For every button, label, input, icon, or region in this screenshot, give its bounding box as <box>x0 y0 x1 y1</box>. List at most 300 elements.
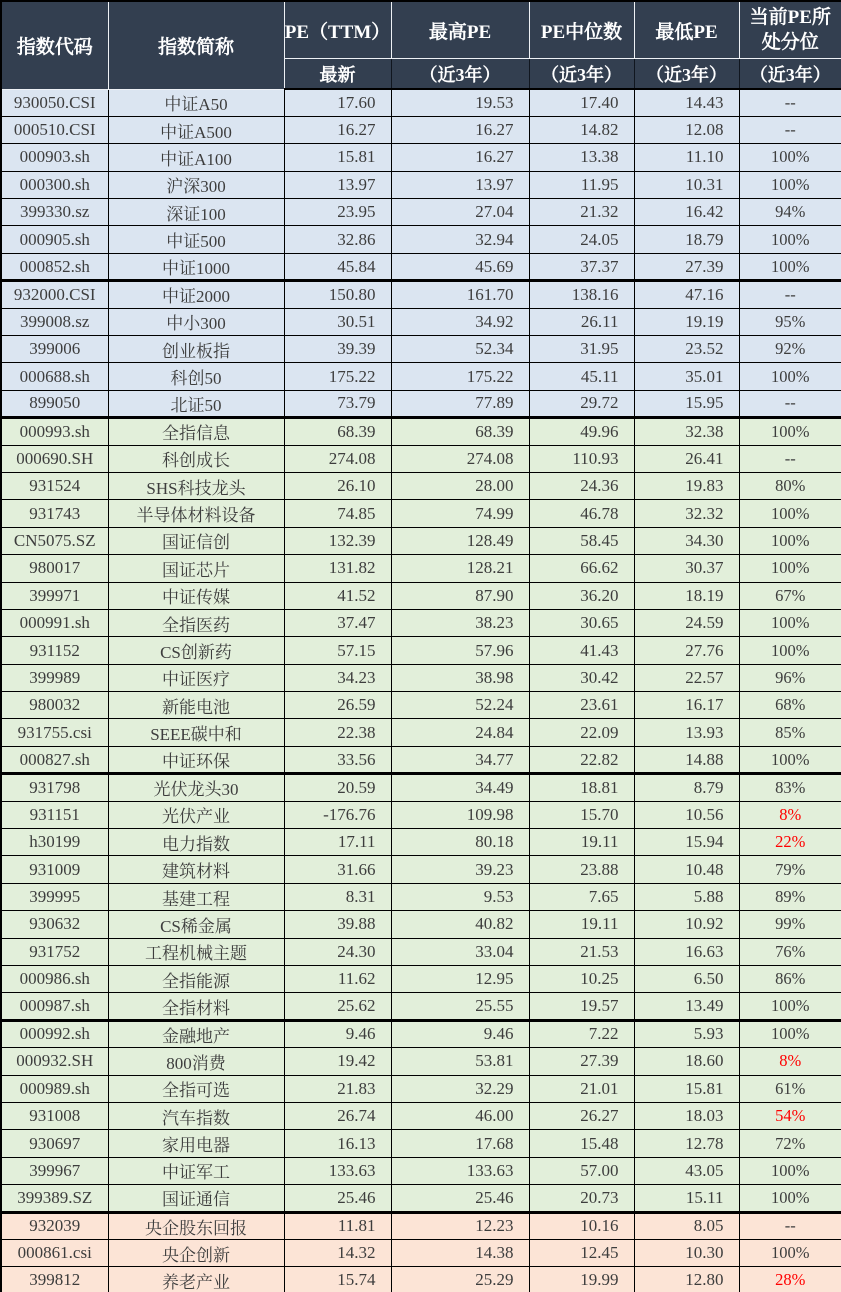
pe-ttm-cell: 274.08 <box>284 445 391 472</box>
median-pe-cell: 21.32 <box>529 199 634 226</box>
pe-ttm-cell: 11.62 <box>284 966 391 993</box>
pe-ttm-cell: 39.39 <box>284 336 391 363</box>
percentile-cell: 22% <box>739 829 841 856</box>
percentile-cell: -- <box>739 89 841 116</box>
percentile-cell: 100% <box>739 609 841 636</box>
max-pe-cell: 33.04 <box>391 938 529 965</box>
percentile-cell: 100% <box>739 637 841 664</box>
index-code-cell: 399989 <box>1 664 108 691</box>
table-row <box>1 336 841 363</box>
max-pe-cell: 53.81 <box>391 1048 529 1075</box>
percentile-cell: 100% <box>739 418 841 445</box>
max-pe-cell: 39.23 <box>391 856 529 883</box>
pe-ttm-cell: 11.81 <box>284 1212 391 1239</box>
pe-ttm-cell: 57.15 <box>284 637 391 664</box>
table-row <box>1 445 841 472</box>
median-pe-cell: 110.93 <box>529 445 634 472</box>
index-name-cell: 创业板指 <box>108 336 284 363</box>
max-pe-cell: 77.89 <box>391 390 529 417</box>
max-pe-cell: 38.98 <box>391 664 529 691</box>
index-name-cell: 汽车指数 <box>108 1102 284 1129</box>
pe-ttm-cell: 26.59 <box>284 692 391 719</box>
table-row <box>1 308 841 335</box>
index-code-cell: 000510.CSI <box>1 116 108 143</box>
percentile-cell: -- <box>739 445 841 472</box>
min-pe-cell: 32.38 <box>634 418 739 445</box>
index-code-cell: 000986.sh <box>1 966 108 993</box>
index-name-cell: 基建工程 <box>108 883 284 910</box>
table-row <box>1 1020 841 1047</box>
index-code-cell: 000688.sh <box>1 363 108 390</box>
index-code-cell: 399330.sz <box>1 199 108 226</box>
max-pe-cell: 25.29 <box>391 1267 529 1292</box>
index-code-cell: 980032 <box>1 692 108 719</box>
median-pe-cell: 66.62 <box>529 555 634 582</box>
min-pe-cell: 23.52 <box>634 336 739 363</box>
table-row <box>1 555 841 582</box>
pe-ttm-cell: 16.13 <box>284 1130 391 1157</box>
pe-ttm-cell: 19.42 <box>284 1048 391 1075</box>
percentile-cell: 100% <box>739 1157 841 1184</box>
pe-ttm-cell: 16.27 <box>284 116 391 143</box>
pe-ttm-cell: 41.52 <box>284 582 391 609</box>
min-pe-cell: 12.08 <box>634 116 739 143</box>
max-pe-cell: 25.46 <box>391 1185 529 1212</box>
index-code-cell: 399812 <box>1 1267 108 1292</box>
percentile-cell: 8% <box>739 1048 841 1075</box>
min-pe-cell: 16.63 <box>634 938 739 965</box>
index-code-cell: 930050.CSI <box>1 89 108 116</box>
max-pe-cell: 128.21 <box>391 555 529 582</box>
index-name-cell: 光伏龙头30 <box>108 774 284 801</box>
max-pe-cell: 34.92 <box>391 308 529 335</box>
index-code-cell: 930632 <box>1 911 108 938</box>
min-pe-cell: 34.30 <box>634 527 739 554</box>
percentile-cell: 80% <box>739 472 841 499</box>
table-body <box>1 89 841 1292</box>
pe-ttm-cell: 9.46 <box>284 1020 391 1047</box>
index-code-cell: 399389.SZ <box>1 1185 108 1212</box>
max-pe-cell: 175.22 <box>391 363 529 390</box>
table-row <box>1 527 841 554</box>
max-pe-cell: 12.23 <box>391 1212 529 1239</box>
pe-ttm-cell: 30.51 <box>284 308 391 335</box>
min-pe-cell: 10.56 <box>634 801 739 828</box>
index-code-cell: 931524 <box>1 472 108 499</box>
max-pe-cell: 13.97 <box>391 171 529 198</box>
table-row <box>1 829 841 856</box>
index-code-cell: h30199 <box>1 829 108 856</box>
pe-ttm-cell: 34.23 <box>284 664 391 691</box>
percentile-cell: 94% <box>739 199 841 226</box>
index-code-cell: 931151 <box>1 801 108 828</box>
index-code-cell: 931755.csi <box>1 719 108 746</box>
index-code-cell: 000300.sh <box>1 171 108 198</box>
index-code-cell: 000690.SH <box>1 445 108 472</box>
index-code-cell: 000993.sh <box>1 418 108 445</box>
min-pe-cell: 6.50 <box>634 966 739 993</box>
table-row <box>1 199 841 226</box>
table-row <box>1 1048 841 1075</box>
table-row <box>1 692 841 719</box>
index-code-cell: 931008 <box>1 1102 108 1129</box>
min-pe-cell: 27.39 <box>634 253 739 280</box>
table-row <box>1 171 841 198</box>
index-name-cell: 央企股东回报 <box>108 1212 284 1239</box>
median-pe-cell: 27.39 <box>529 1048 634 1075</box>
index-name-cell: 国证芯片 <box>108 555 284 582</box>
table-row <box>1 1130 841 1157</box>
index-code-cell: 000852.sh <box>1 253 108 280</box>
percentile-cell: 85% <box>739 719 841 746</box>
index-name-cell: 央企创新 <box>108 1239 284 1266</box>
pe-ttm-cell: 32.86 <box>284 226 391 253</box>
header-row-main <box>1 1 841 59</box>
max-pe-cell: 25.55 <box>391 993 529 1020</box>
min-pe-cell: 14.43 <box>634 89 739 116</box>
median-pe-cell: 13.38 <box>529 144 634 171</box>
percentile-cell: 89% <box>739 883 841 910</box>
percentile-cell: -- <box>739 281 841 308</box>
index-name-cell: 养老产业 <box>108 1267 284 1292</box>
percentile-cell: -- <box>739 390 841 417</box>
min-pe-cell: 5.88 <box>634 883 739 910</box>
subheader-median-pe: （近3年） <box>529 59 634 90</box>
table-row <box>1 582 841 609</box>
percentile-cell: 54% <box>739 1102 841 1129</box>
max-pe-cell: 40.82 <box>391 911 529 938</box>
percentile-cell: 100% <box>739 500 841 527</box>
median-pe-cell: 12.45 <box>529 1239 634 1266</box>
index-name-cell: 全指可选 <box>108 1075 284 1102</box>
pe-ttm-cell: 26.10 <box>284 472 391 499</box>
max-pe-cell: 19.53 <box>391 89 529 116</box>
min-pe-cell: 8.79 <box>634 774 739 801</box>
index-name-cell: 科创成长 <box>108 445 284 472</box>
index-name-cell: 金融地产 <box>108 1020 284 1047</box>
index-code-cell: 399995 <box>1 883 108 910</box>
median-pe-cell: 49.96 <box>529 418 634 445</box>
table-row <box>1 418 841 445</box>
pe-ttm-cell: 23.95 <box>284 199 391 226</box>
percentile-cell: 92% <box>739 336 841 363</box>
header-pe-ttm: PE（TTM） <box>284 1 391 59</box>
median-pe-cell: 11.95 <box>529 171 634 198</box>
max-pe-cell: 45.69 <box>391 253 529 280</box>
index-code-cell: 931009 <box>1 856 108 883</box>
table-row <box>1 993 841 1020</box>
table-row <box>1 363 841 390</box>
min-pe-cell: 15.11 <box>634 1185 739 1212</box>
index-name-cell: 半导体材料设备 <box>108 500 284 527</box>
max-pe-cell: 16.27 <box>391 116 529 143</box>
index-name-cell: 电力指数 <box>108 829 284 856</box>
index-name-cell: SEEE碳中和 <box>108 719 284 746</box>
index-name-cell: 新能电池 <box>108 692 284 719</box>
median-pe-cell: 22.09 <box>529 719 634 746</box>
table-row <box>1 472 841 499</box>
max-pe-cell: 38.23 <box>391 609 529 636</box>
index-code-cell: 000991.sh <box>1 609 108 636</box>
min-pe-cell: 15.95 <box>634 390 739 417</box>
table-row <box>1 1075 841 1102</box>
table-row <box>1 1185 841 1212</box>
pe-ttm-cell: 25.62 <box>284 993 391 1020</box>
pe-ttm-cell: 25.46 <box>284 1185 391 1212</box>
index-name-cell: 沪深300 <box>108 171 284 198</box>
min-pe-cell: 14.88 <box>634 746 739 773</box>
median-pe-cell: 57.00 <box>529 1157 634 1184</box>
percentile-cell: 100% <box>739 555 841 582</box>
min-pe-cell: 12.78 <box>634 1130 739 1157</box>
min-pe-cell: 5.93 <box>634 1020 739 1047</box>
pe-ttm-cell: 132.39 <box>284 527 391 554</box>
pe-ttm-cell: 150.80 <box>284 281 391 308</box>
min-pe-cell: 10.48 <box>634 856 739 883</box>
index-code-cell: 000987.sh <box>1 993 108 1020</box>
table-row <box>1 1212 841 1239</box>
median-pe-cell: 20.73 <box>529 1185 634 1212</box>
subheader-min-pe: （近3年） <box>634 59 739 90</box>
median-pe-cell: 30.65 <box>529 609 634 636</box>
percentile-cell: 100% <box>739 363 841 390</box>
max-pe-cell: 87.90 <box>391 582 529 609</box>
min-pe-cell: 11.10 <box>634 144 739 171</box>
percentile-cell: 79% <box>739 856 841 883</box>
index-name-cell: 中证A500 <box>108 116 284 143</box>
table-row <box>1 116 841 143</box>
min-pe-cell: 19.83 <box>634 472 739 499</box>
pe-ttm-cell: 22.38 <box>284 719 391 746</box>
table-row <box>1 774 841 801</box>
table-row <box>1 281 841 308</box>
table-row <box>1 253 841 280</box>
index-name-cell: 全指能源 <box>108 966 284 993</box>
index-code-cell: 931752 <box>1 938 108 965</box>
pe-ttm-cell: 14.32 <box>284 1239 391 1266</box>
max-pe-cell: 16.27 <box>391 144 529 171</box>
max-pe-cell: 27.04 <box>391 199 529 226</box>
median-pe-cell: 21.01 <box>529 1075 634 1102</box>
table-row <box>1 637 841 664</box>
index-name-cell: 全指材料 <box>108 993 284 1020</box>
max-pe-cell: 9.53 <box>391 883 529 910</box>
median-pe-cell: 18.81 <box>529 774 634 801</box>
median-pe-cell: 19.99 <box>529 1267 634 1292</box>
index-code-cell: 399967 <box>1 1157 108 1184</box>
header-percentile: 当前PE所处分位 <box>739 1 841 59</box>
max-pe-cell: 133.63 <box>391 1157 529 1184</box>
percentile-cell: 100% <box>739 144 841 171</box>
index-code-cell: 000903.sh <box>1 144 108 171</box>
min-pe-cell: 12.80 <box>634 1267 739 1292</box>
median-pe-cell: 19.11 <box>529 911 634 938</box>
header-index-name: 指数简称 <box>108 1 284 89</box>
table-row <box>1 390 841 417</box>
percentile-cell: -- <box>739 1212 841 1239</box>
index-code-cell: 399971 <box>1 582 108 609</box>
index-name-cell: 建筑材料 <box>108 856 284 883</box>
median-pe-cell: 19.57 <box>529 993 634 1020</box>
median-pe-cell: 45.11 <box>529 363 634 390</box>
index-name-cell: 中证医疗 <box>108 664 284 691</box>
index-name-cell: 全指信息 <box>108 418 284 445</box>
percentile-cell: 28% <box>739 1267 841 1292</box>
header-max-pe: 最高PE <box>391 1 529 59</box>
table-header <box>1 1 841 89</box>
max-pe-cell: 68.39 <box>391 418 529 445</box>
index-code-cell: 399008.sz <box>1 308 108 335</box>
table-row <box>1 966 841 993</box>
max-pe-cell: 52.24 <box>391 692 529 719</box>
percentile-cell: 99% <box>739 911 841 938</box>
min-pe-cell: 18.60 <box>634 1048 739 1075</box>
min-pe-cell: 10.30 <box>634 1239 739 1266</box>
subheader-percentile: （近3年） <box>739 59 841 90</box>
index-code-cell: 931743 <box>1 500 108 527</box>
table-row <box>1 938 841 965</box>
max-pe-cell: 57.96 <box>391 637 529 664</box>
percentile-cell: 100% <box>739 527 841 554</box>
min-pe-cell: 24.59 <box>634 609 739 636</box>
header-median-pe: PE中位数 <box>529 1 634 59</box>
pe-ttm-cell: 15.81 <box>284 144 391 171</box>
table-row <box>1 801 841 828</box>
percentile-cell: 100% <box>739 1239 841 1266</box>
index-name-cell: 工程机械主题 <box>108 938 284 965</box>
index-code-cell: CN5075.SZ <box>1 527 108 554</box>
index-code-cell: 899050 <box>1 390 108 417</box>
max-pe-cell: 28.00 <box>391 472 529 499</box>
percentile-cell: 83% <box>739 774 841 801</box>
max-pe-cell: 14.38 <box>391 1239 529 1266</box>
index-code-cell: 931798 <box>1 774 108 801</box>
min-pe-cell: 8.05 <box>634 1212 739 1239</box>
max-pe-cell: 80.18 <box>391 829 529 856</box>
percentile-cell: -- <box>739 116 841 143</box>
median-pe-cell: 21.53 <box>529 938 634 965</box>
pe-ttm-cell: 74.85 <box>284 500 391 527</box>
index-name-cell: 中证2000 <box>108 281 284 308</box>
index-name-cell: 全指医药 <box>108 609 284 636</box>
subheader-max-pe: （近3年） <box>391 59 529 90</box>
median-pe-cell: 23.61 <box>529 692 634 719</box>
max-pe-cell: 24.84 <box>391 719 529 746</box>
table-row <box>1 883 841 910</box>
median-pe-cell: 26.11 <box>529 308 634 335</box>
pe-ttm-cell: 13.97 <box>284 171 391 198</box>
max-pe-cell: 9.46 <box>391 1020 529 1047</box>
header-index-code: 指数代码 <box>1 1 108 89</box>
table-row <box>1 1267 841 1292</box>
min-pe-cell: 15.81 <box>634 1075 739 1102</box>
index-name-cell: SHS科技龙头 <box>108 472 284 499</box>
min-pe-cell: 18.79 <box>634 226 739 253</box>
table-row <box>1 664 841 691</box>
median-pe-cell: 138.16 <box>529 281 634 308</box>
index-name-cell: 中证A50 <box>108 89 284 116</box>
index-code-cell: 980017 <box>1 555 108 582</box>
min-pe-cell: 18.03 <box>634 1102 739 1129</box>
pe-ttm-cell: 17.60 <box>284 89 391 116</box>
index-name-cell: 北证50 <box>108 390 284 417</box>
percentile-cell: 100% <box>739 993 841 1020</box>
min-pe-cell: 10.92 <box>634 911 739 938</box>
index-name-cell: 中小300 <box>108 308 284 335</box>
pe-ttm-cell: 31.66 <box>284 856 391 883</box>
median-pe-cell: 37.37 <box>529 253 634 280</box>
table-row <box>1 856 841 883</box>
max-pe-cell: 34.49 <box>391 774 529 801</box>
index-name-cell: CS创新药 <box>108 637 284 664</box>
min-pe-cell: 32.32 <box>634 500 739 527</box>
table-row <box>1 226 841 253</box>
pe-ttm-cell: 73.79 <box>284 390 391 417</box>
min-pe-cell: 18.19 <box>634 582 739 609</box>
median-pe-cell: 36.20 <box>529 582 634 609</box>
max-pe-cell: 109.98 <box>391 801 529 828</box>
min-pe-cell: 15.94 <box>634 829 739 856</box>
index-name-cell: 中证500 <box>108 226 284 253</box>
min-pe-cell: 47.16 <box>634 281 739 308</box>
index-name-cell: 科创50 <box>108 363 284 390</box>
percentile-cell: 96% <box>739 664 841 691</box>
min-pe-cell: 19.19 <box>634 308 739 335</box>
index-code-cell: 932000.CSI <box>1 281 108 308</box>
min-pe-cell: 26.41 <box>634 445 739 472</box>
percentile-cell: 67% <box>739 582 841 609</box>
median-pe-cell: 19.11 <box>529 829 634 856</box>
max-pe-cell: 32.94 <box>391 226 529 253</box>
median-pe-cell: 30.42 <box>529 664 634 691</box>
pe-ttm-cell: -176.76 <box>284 801 391 828</box>
median-pe-cell: 7.22 <box>529 1020 634 1047</box>
median-pe-cell: 26.27 <box>529 1102 634 1129</box>
subheader-pe-ttm: 最新 <box>284 59 391 90</box>
index-name-cell: 800消费 <box>108 1048 284 1075</box>
index-name-cell: 中证军工 <box>108 1157 284 1184</box>
min-pe-cell: 10.31 <box>634 171 739 198</box>
table-row <box>1 719 841 746</box>
min-pe-cell: 30.37 <box>634 555 739 582</box>
pe-ttm-cell: 17.11 <box>284 829 391 856</box>
index-name-cell: CS稀金属 <box>108 911 284 938</box>
median-pe-cell: 24.36 <box>529 472 634 499</box>
median-pe-cell: 24.05 <box>529 226 634 253</box>
pe-ttm-cell: 131.82 <box>284 555 391 582</box>
median-pe-cell: 22.82 <box>529 746 634 773</box>
table-row <box>1 144 841 171</box>
median-pe-cell: 14.82 <box>529 116 634 143</box>
max-pe-cell: 161.70 <box>391 281 529 308</box>
index-code-cell: 932039 <box>1 1212 108 1239</box>
median-pe-cell: 58.45 <box>529 527 634 554</box>
index-name-cell: 中证环保 <box>108 746 284 773</box>
percentile-cell: 100% <box>739 1185 841 1212</box>
pe-ttm-cell: 21.83 <box>284 1075 391 1102</box>
index-code-cell: 000827.sh <box>1 746 108 773</box>
table-row <box>1 746 841 773</box>
table-row <box>1 500 841 527</box>
index-code-cell: 000905.sh <box>1 226 108 253</box>
pe-ttm-cell: 8.31 <box>284 883 391 910</box>
index-code-cell: 399006 <box>1 336 108 363</box>
min-pe-cell: 16.42 <box>634 199 739 226</box>
median-pe-cell: 17.40 <box>529 89 634 116</box>
median-pe-cell: 29.72 <box>529 390 634 417</box>
index-code-cell: 000989.sh <box>1 1075 108 1102</box>
pe-ttm-cell: 24.30 <box>284 938 391 965</box>
